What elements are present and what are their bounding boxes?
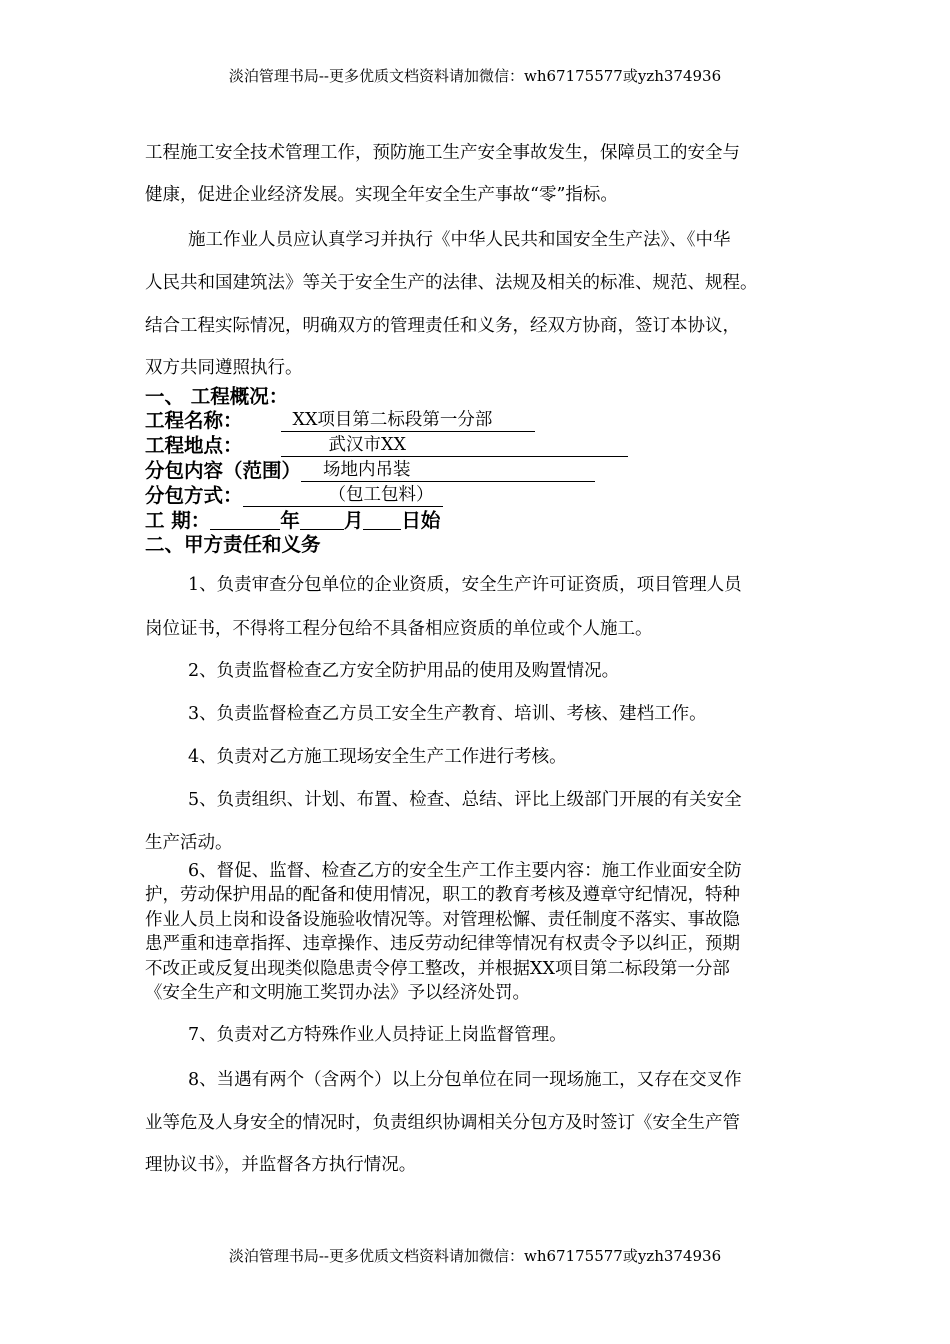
duty-line: 生产活动。 xyxy=(145,833,233,853)
duty-line: 8、当遇有两个（含两个）以上分包单位在同一现场施工，又存在交叉作 xyxy=(188,1070,742,1090)
year-label: 年 xyxy=(280,509,300,532)
period-label: 工 期： xyxy=(145,509,211,532)
body-line: 工程施工安全技术管理工作，预防施工生产安全事故发生，保障员工的安全与 xyxy=(145,143,740,163)
duty-line: 1、负责审查分包单位的企业资质，安全生产许可证资质，项目管理人员 xyxy=(188,575,742,595)
day-blank xyxy=(363,509,401,530)
subcontract-scope-row xyxy=(145,459,595,483)
section-1-heading: 一、 工程概况： xyxy=(145,385,289,408)
body-line: 结合工程实际情况，明确双方的管理责任和义务，经双方协商，签订本协议， xyxy=(145,316,740,336)
construction-period-row xyxy=(145,509,440,533)
day-label: 日始 xyxy=(401,509,441,532)
project-name-value: XX项目第二标段第一分部 xyxy=(281,409,535,432)
duty-line: 《安全生产和文明施工奖罚办法》予以经济处罚。 xyxy=(145,983,530,1003)
duty-line: 3、负责监督检查乙方员工安全生产教育、培训、考核、建档工作。 xyxy=(188,704,707,724)
duty-line: 2、负责监督检查乙方安全防护用品的使用及购置情况。 xyxy=(188,661,620,681)
project-name-label: 工程名称： xyxy=(145,409,243,432)
duty-line: 岗位证书，不得将工程分包给不具备相应资质的单位或个人施工。 xyxy=(145,619,653,639)
year-blank xyxy=(210,509,280,530)
duty-line: 业等危及人身安全的情况时，负责组织协调相关分包方及时签订《安全生产管 xyxy=(145,1113,740,1133)
subcontract-scope-label: 分包内容（范围） xyxy=(145,459,302,482)
page-header: 淡泊管理书局--更多优质文档资料请加微信：wh67175577或yzh374936 xyxy=(228,67,722,85)
duty-line: 7、负责对乙方特殊作业人员持证上岗监督管理。 xyxy=(188,1025,567,1045)
subcontract-method-label: 分包方式： xyxy=(145,484,243,507)
month-blank xyxy=(300,509,344,530)
duty-line: 理协议书》，并监督各方执行情况。 xyxy=(145,1155,417,1175)
subcontract-method-row xyxy=(145,484,443,508)
project-location-label: 工程地点： xyxy=(145,434,243,457)
section-2-heading: 二、甲方责任和义务 xyxy=(145,533,321,556)
project-location-row xyxy=(145,434,628,458)
project-name-row xyxy=(145,409,535,433)
body-line: 人民共和国建筑法》等关于安全生产的法律、法规及相关的标准、规范、规程。 xyxy=(145,273,758,293)
duty-line: 患严重和违章指挥、违章操作、违反劳动纪律等情况有权责令予以纠正，预期 xyxy=(145,934,740,954)
duty-line: 6、督促、监督、检查乙方的安全生产工作主要内容：施工作业面安全防 xyxy=(188,861,742,881)
month-label: 月 xyxy=(343,509,364,532)
subcontract-method-value: （包工包料） xyxy=(243,484,443,507)
subcontract-scope-value: 场地内吊装 xyxy=(301,459,595,482)
duty-line: 作业人员上岗和设备设施验收情况等。对管理松懈、责任制度不落实、事故隐 xyxy=(145,910,740,930)
body-line: 双方共同遵照执行。 xyxy=(145,358,303,378)
page-footer: 淡泊管理书局--更多优质文档资料请加微信：wh67175577或yzh374936 xyxy=(228,1247,722,1265)
duty-line: 5、负责组织、计划、布置、检查、总结、评比上级部门开展的有关安全 xyxy=(188,790,742,810)
duty-line: 不改正或反复出现类似隐患责令停工整改，并根据XX项目第二标段第一分部 xyxy=(145,959,730,979)
project-location-value: 武汉市XX xyxy=(281,434,628,457)
duty-line: 护，劳动保护用品的配备和使用情况，职工的教育考核及遵章守纪情况，特种 xyxy=(145,885,740,905)
body-line: 健康，促进企业经济发展。实现全年安全生产事故“零”指标。 xyxy=(145,185,618,205)
body-line: 施工作业人员应认真学习并执行《中华人民共和国安全生产法》、《中华 xyxy=(188,230,731,250)
duty-line: 4、负责对乙方施工现场安全生产工作进行考核。 xyxy=(188,747,567,767)
